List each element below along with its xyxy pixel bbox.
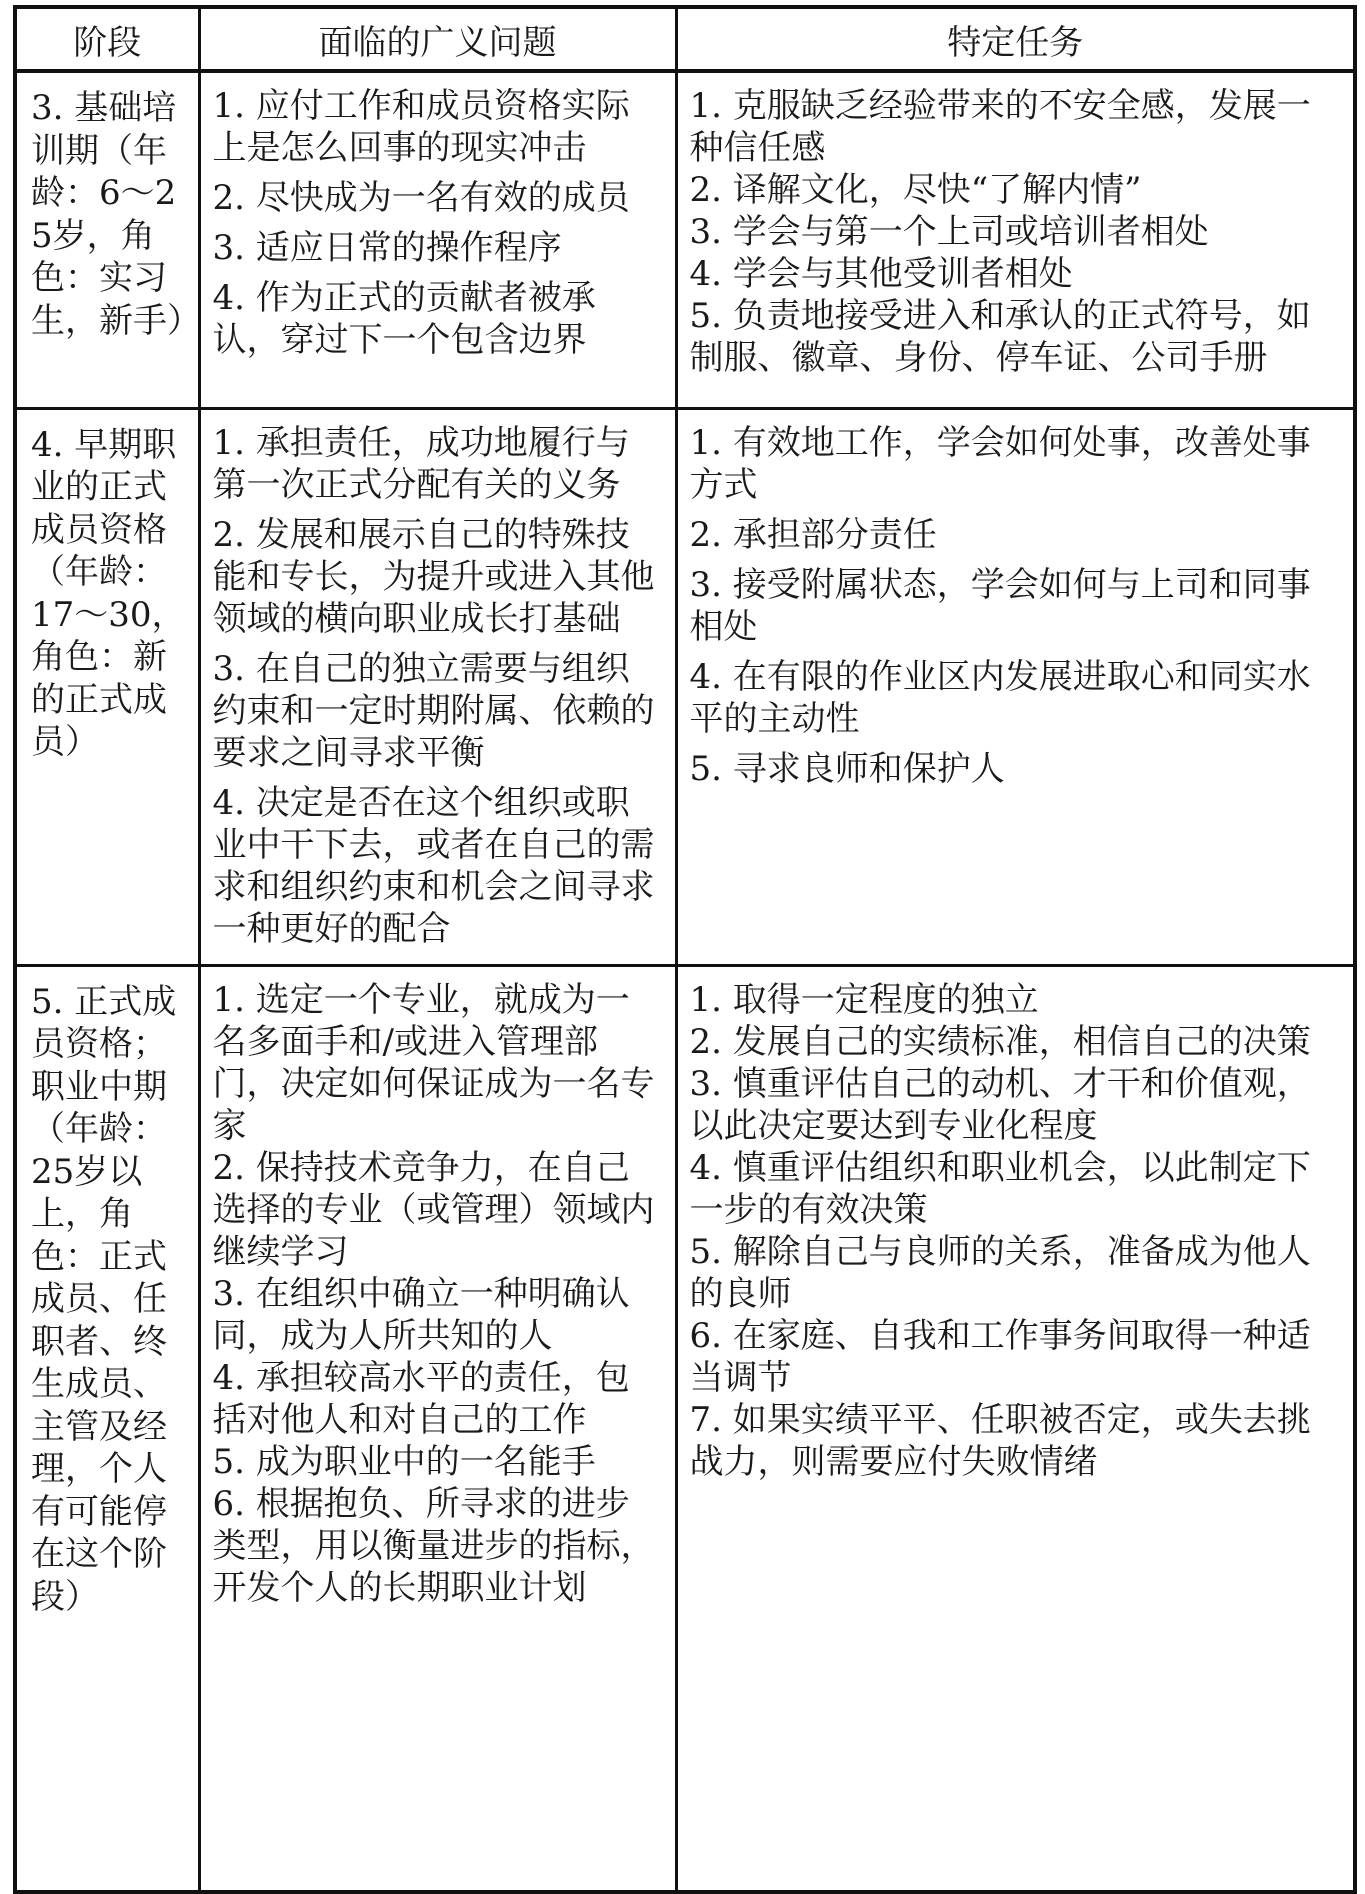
list-item: 2. 发展和展示自己的特殊技能和专长，为提升或进入其他领域的横向职业成长打基础 (212, 514, 655, 639)
list-item: 6. 根据抱负、所寻求的进步类型，用以衡量进步的指标，开发个人的长期职业计划 (212, 1483, 655, 1608)
tasks-cell (676, 408, 1355, 965)
tasks-cell (676, 71, 1355, 408)
list-item: 4. 决定是否在这个组织或职业中干下去，或者在自己的需求和组织约束和机会之间寻求一种更好的配合 (212, 782, 655, 949)
list-item: 2. 发展自己的实绩标准，相信自己的决策 (689, 1021, 1311, 1062)
list-item: 5. 寻求良师和保护人 (689, 748, 1005, 789)
list-item: 2. 承担部分责任 (689, 514, 937, 555)
career-stage-table (13, 5, 1357, 1894)
list-item: 7. 如果实绩平平、任职被否定，或失去挑战力，则需要应付失败情绪 (689, 1399, 1311, 1482)
list-item: 4. 学会与其他受训者相处 (689, 254, 1073, 294)
list-item: 1. 有效地工作，学会如何处事，改善处事方式 (689, 422, 1311, 505)
list-item: 2. 译解文化，尽快“了解内情” (689, 170, 1142, 210)
list-item: 3. 慎重评估自己的动机、才干和价值观，以此决定要达到专业化程度 (689, 1063, 1311, 1146)
list-item: 3. 接受附属状态，学会如何与上司和同事相处 (689, 564, 1311, 647)
issues-cell (199, 965, 676, 1892)
stage-cell: 3. 基础培训期（年龄：6～25岁，角色：实习生，新手） (15, 71, 199, 408)
list-item: 1. 取得一定程度的独立 (689, 979, 1039, 1020)
table-row-stage-3 (15, 71, 1355, 408)
list-item: 4. 慎重评估组织和职业机会，以此制定下一步的有效决策 (689, 1147, 1311, 1230)
table-row-stage-4 (15, 408, 1355, 965)
list-item: 3. 在组织中确立一种明确认同，成为人所共知的人 (212, 1273, 630, 1356)
list-item: 3. 适应日常的操作程序 (212, 228, 562, 268)
list-item: 5. 解除自己与良师的关系，准备成为他人的良师 (689, 1231, 1311, 1314)
header-row (15, 7, 1355, 71)
list-item: 1. 选定一个专业，就成为一名多面手和/或进入管理部门，决定如何保证成为一名专家 (212, 979, 655, 1146)
header-tasks: 特定任务 (676, 7, 1355, 71)
list-item: 1. 克服缺乏经验带来的不安全感，发展一种信任感 (689, 86, 1311, 168)
list-item: 2. 尽快成为一名有效的成员 (212, 178, 630, 218)
issues-cell (199, 408, 676, 965)
list-item: 5. 成为职业中的一名能手 (212, 1441, 596, 1482)
stage-cell: 4. 早期职业的正式成员资格（年龄：17～30，角色：新的正式成员） (15, 408, 199, 965)
list-item: 3. 学会与第一个上司或培训者相处 (689, 212, 1209, 252)
list-item: 1. 承担责任，成功地履行与第一次正式分配有关的义务 (212, 422, 630, 505)
list-item: 1. 应付工作和成员资格实际上是怎么回事的现实冲击 (212, 86, 630, 168)
list-item: 6. 在家庭、自我和工作事务间取得一种适当调节 (689, 1315, 1311, 1398)
issues-cell (199, 71, 676, 408)
list-item: 5. 负责地接受进入和承认的正式符号，如制服、徽章、身份、停车证、公司手册 (689, 296, 1311, 378)
header-stage: 阶段 (15, 7, 199, 71)
list-item: 4. 在有限的作业区内发展进取心和同实水平的主动性 (689, 656, 1311, 739)
stage-cell: 5. 正式成员资格；职业中期（年龄：25岁以上，角色：正式成员、任职者、终生成员、主管及经理，个人有可能停在这个阶段） (15, 965, 199, 1892)
list-item: 3. 在自己的独立需要与组织约束和一定时期附属、依赖的要求之间寻求平衡 (212, 648, 655, 773)
list-item: 2. 保持技术竞争力，在自己选择的专业（或管理）领域内继续学习 (212, 1147, 655, 1272)
list-item: 4. 作为正式的贡献者被承认，穿过下一个包含边界 (212, 278, 596, 360)
header-issues: 面临的广义问题 (199, 7, 676, 71)
tasks-cell (676, 965, 1355, 1892)
table-row-stage-5 (15, 965, 1355, 1892)
list-item: 4. 承担较高水平的责任，包括对他人和对自己的工作 (212, 1357, 630, 1440)
